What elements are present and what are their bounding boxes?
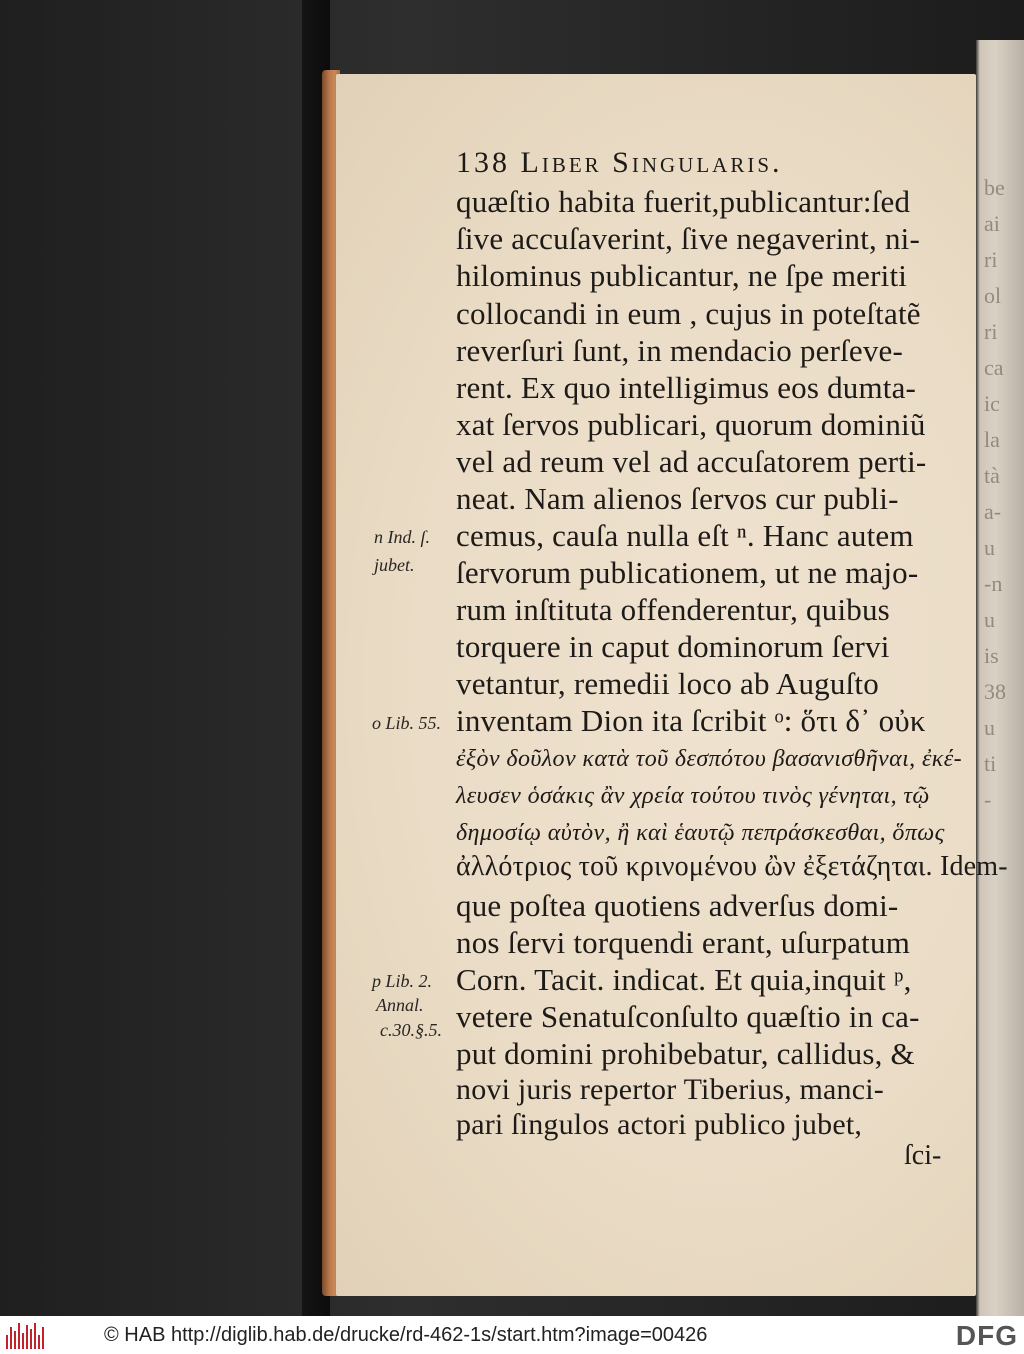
margin-note: c.30.§.5. — [380, 1020, 442, 1040]
footer-link[interactable]: © HAB http://diglib.hab.de/drucke/rd-462-1s/start.htm?image=00426 — [104, 1323, 708, 1346]
footer-bar — [0, 1316, 1024, 1354]
text-line: novi juris repertor Tiberius, manci- — [456, 1073, 884, 1106]
text-line: neat. Nam alienos ſervos cur publi- — [456, 481, 899, 516]
text-line: que poſtea quotiens adverſus domi- — [456, 888, 899, 923]
text-line: hilominus publicantur, ne ſpe meriti — [456, 258, 908, 293]
hab-barcode-icon — [6, 1321, 46, 1349]
text-line: pari ſingulos actori publico jubet, — [456, 1108, 863, 1141]
margin-note: p Lib. 2. — [372, 971, 433, 991]
greek-line: ἀλλότριος τοῦ κρινομένου ὢν ἐξετάζηται. Idem- — [456, 851, 1008, 882]
text-line: cemus, cauſa nulla eſt ⁿ. Hanc autem — [456, 518, 914, 553]
text-line: quæſtio habita fuerit,publicantur:ſed — [456, 184, 911, 219]
greek-line: δημοσίῳ αὐτὸν, ἢ καὶ ἑαυτῷ πεπράσκεσθαι, ὅπως — [456, 820, 945, 846]
margin-note: Annal. — [376, 995, 424, 1015]
text-line: reverſuri ſunt, in mendacio perſeve- — [456, 333, 904, 368]
catchword: ſci- — [904, 1140, 942, 1171]
text-line: vetere Senatuſconſulto quæſtio in ca- — [456, 999, 920, 1034]
text-line: rent. Ex quo intelligimus eos dumta- — [456, 370, 917, 405]
text-line: Corn. Tacit. indicat. Et quia,inquit ᵖ, — [456, 962, 912, 997]
adjacent-page-bleed: be ai ri ol ri ca ic la tà a- u -n u is 38 u ti - — [984, 175, 1006, 812]
running-head: 138 Liber Singularis. — [456, 146, 783, 179]
margin-note: jubet. — [374, 555, 415, 575]
text-line: torquere in caput dominorum ſervi — [456, 629, 890, 664]
text-line: ſervorum publicationem, ut ne majo- — [456, 555, 919, 590]
text-line: rum inſtituta offenderentur, quibus — [456, 592, 890, 627]
text-line: put domini prohibebatur, callidus, & — [456, 1036, 915, 1071]
greek-line: ἐξὸν δοῦλον κατὰ τοῦ δεσπότου βασανισθῆναι, ἐκέ- — [456, 746, 962, 772]
dfg-logo: DFG — [955, 1320, 1018, 1351]
margin-note: o Lib. 55. — [372, 713, 442, 733]
text-line: vel ad reum vel ad accuſatorem perti- — [456, 444, 927, 479]
text-line: inventam Dion ita ſcribit ᵒ: ὅτι δ᾽ οὐκ — [456, 703, 926, 738]
text-line: collocandi in eum , cujus in poteſtatẽ — [456, 296, 921, 331]
text-line: xat ſervos publicari, quorum dominiũ — [456, 407, 926, 442]
greek-line: λευσεν ὁσάκις ἂν χρεία τούτου τινὸς γένηται, τῷ — [456, 783, 930, 809]
margin-note: n Ind. ſ. — [374, 527, 430, 547]
text-line: ſive accuſaverint, ſive negaverint, ni- — [456, 221, 920, 256]
text-line: vetantur, remedii loco ab Auguſto — [456, 666, 879, 701]
text-line: nos ſervi torquendi erant, uſurpatum — [456, 925, 911, 960]
